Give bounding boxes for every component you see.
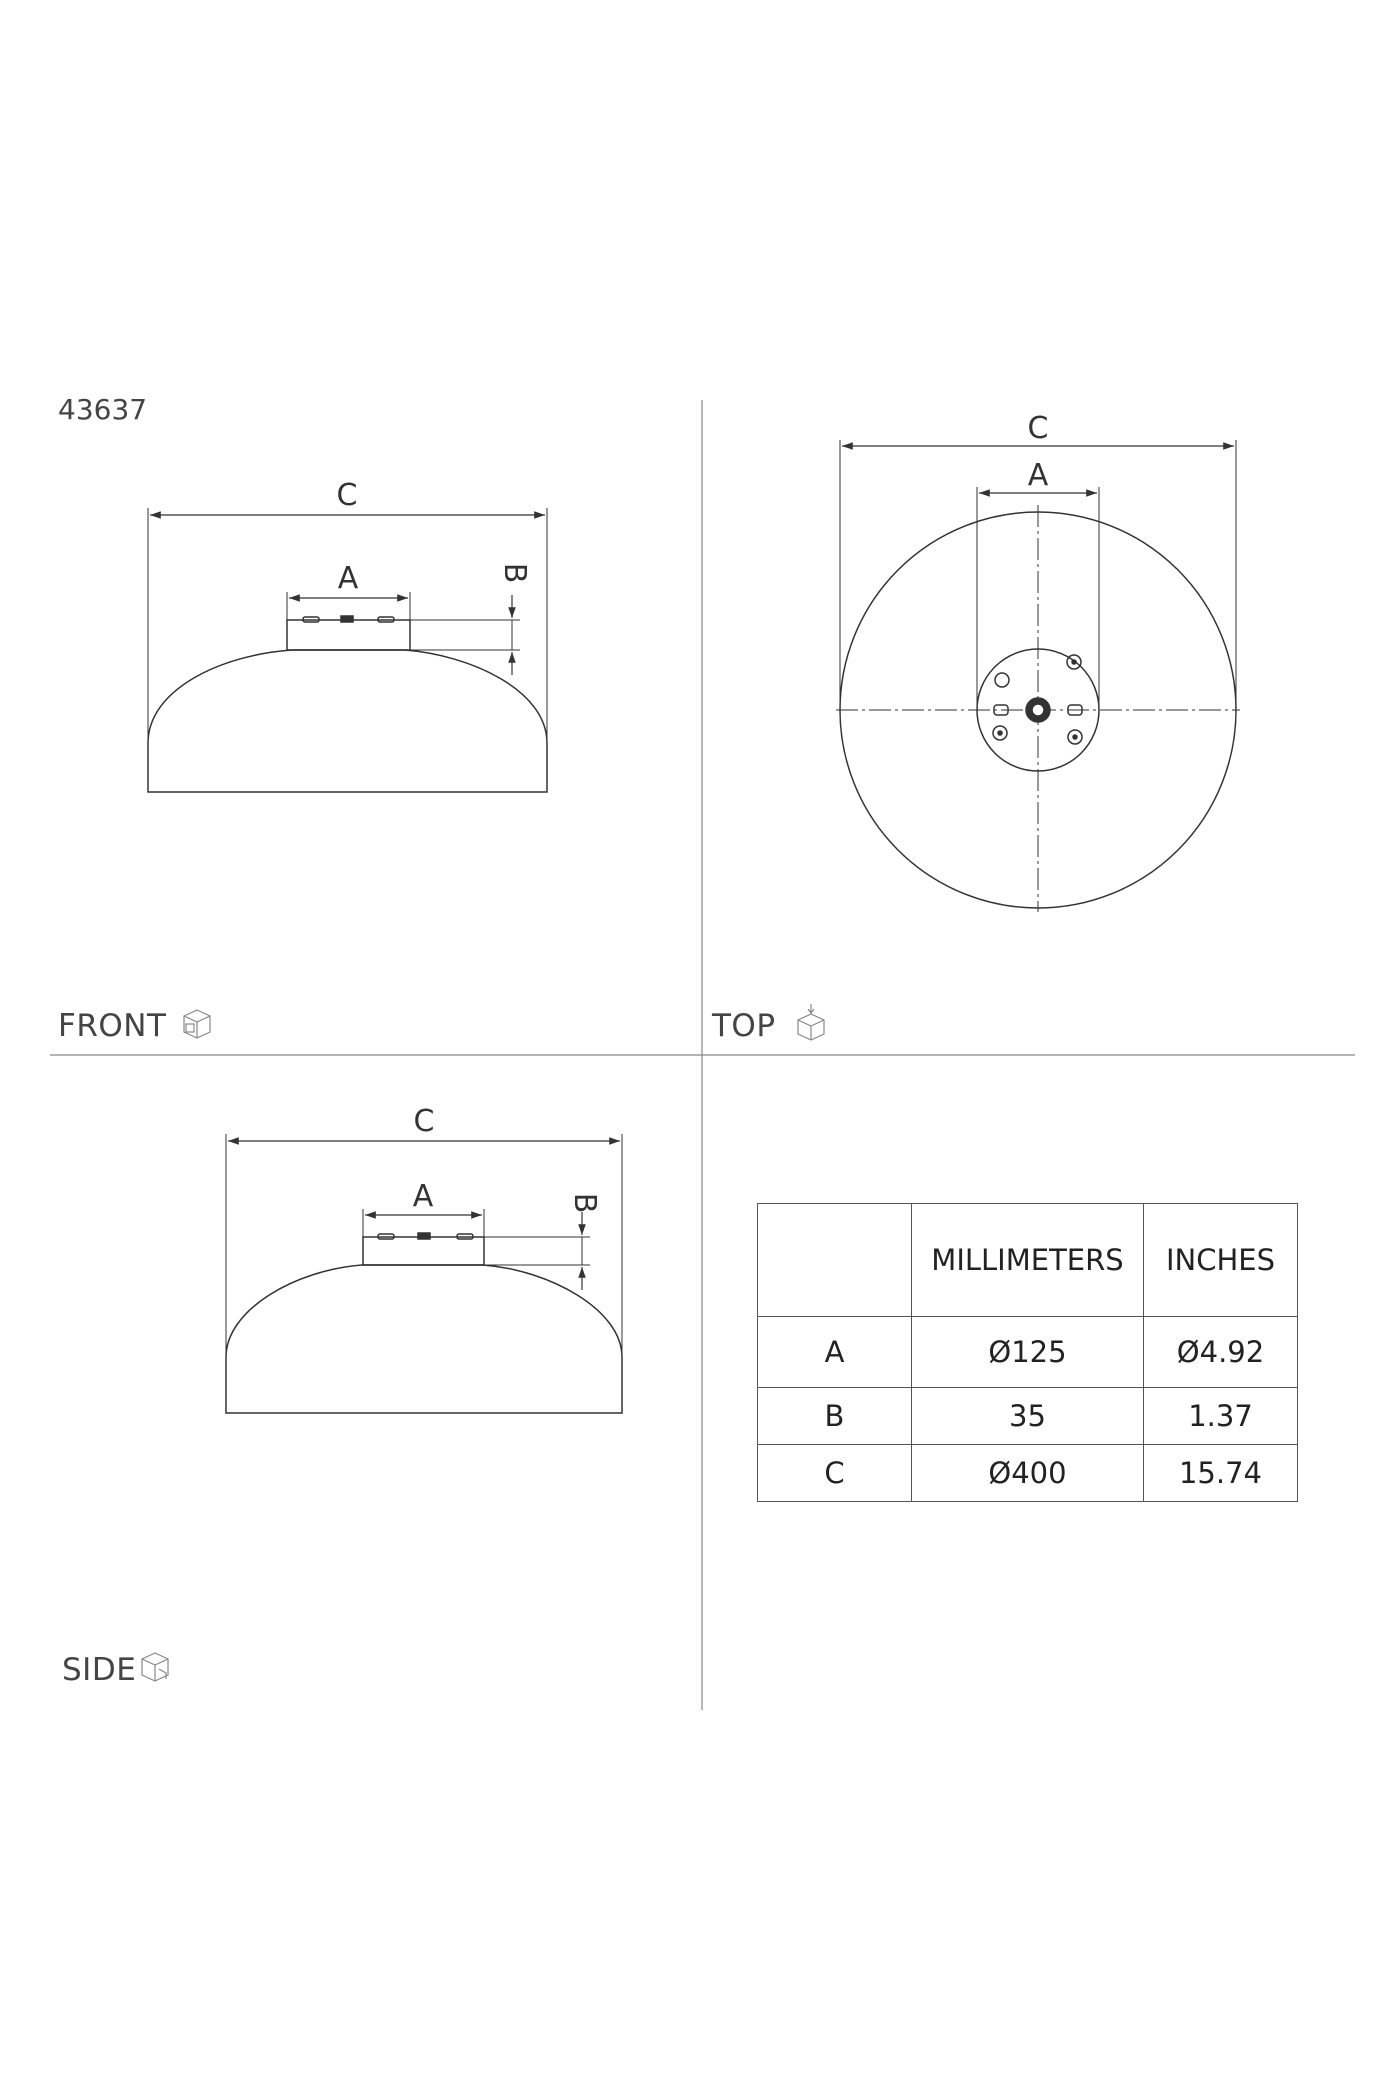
table-row (758, 1445, 1298, 1502)
table-row (758, 1317, 1298, 1388)
side-dim-b-label: B (567, 1192, 602, 1214)
front-dim-a-label: A (337, 561, 359, 596)
dimensions-table (757, 1203, 1298, 1502)
top-view-label: TOP (712, 1008, 776, 1044)
top-view-cube-icon (798, 1004, 824, 1040)
row-inches: Ø4.92 (1144, 1317, 1298, 1388)
row-inches: 15.74 (1144, 1445, 1298, 1502)
row-dimension: A (758, 1317, 912, 1388)
top-dim-c-label: C (1027, 411, 1049, 446)
row-millimeters: 35 (912, 1388, 1144, 1445)
front-canopy (287, 620, 410, 650)
row-dimension: C (758, 1445, 912, 1502)
product-code: 43637 (58, 393, 148, 426)
side-canopy (363, 1237, 484, 1265)
side-view-cube-icon (142, 1653, 168, 1681)
row-inches: 1.37 (1144, 1388, 1298, 1445)
row-dimension: B (758, 1388, 912, 1445)
front-view-label: FRONT (58, 1008, 167, 1044)
side-dim-c-label: C (413, 1104, 435, 1139)
front-dim-b-label: B (497, 562, 532, 584)
front-dim-c-label: C (336, 478, 358, 513)
side-view-drawing (226, 1134, 622, 1413)
table-header-millimeters: MILLIMETERS (912, 1204, 1144, 1317)
top-dim-a-label: A (1027, 458, 1049, 493)
row-millimeters: Ø125 (912, 1317, 1144, 1388)
table-header-blank (758, 1204, 912, 1317)
table-header-inches: INCHES (1144, 1204, 1298, 1317)
front-view-drawing (148, 508, 547, 792)
top-view-drawing (836, 440, 1240, 912)
table-row (758, 1388, 1298, 1445)
front-shade-outline (148, 650, 547, 792)
side-view-label: SIDE (62, 1652, 137, 1688)
table-header-row (758, 1204, 1298, 1317)
front-view-cube-icon (184, 1010, 210, 1038)
side-shade-outline (226, 1265, 622, 1413)
row-millimeters: Ø400 (912, 1445, 1144, 1502)
side-dim-a-label: A (412, 1179, 434, 1214)
